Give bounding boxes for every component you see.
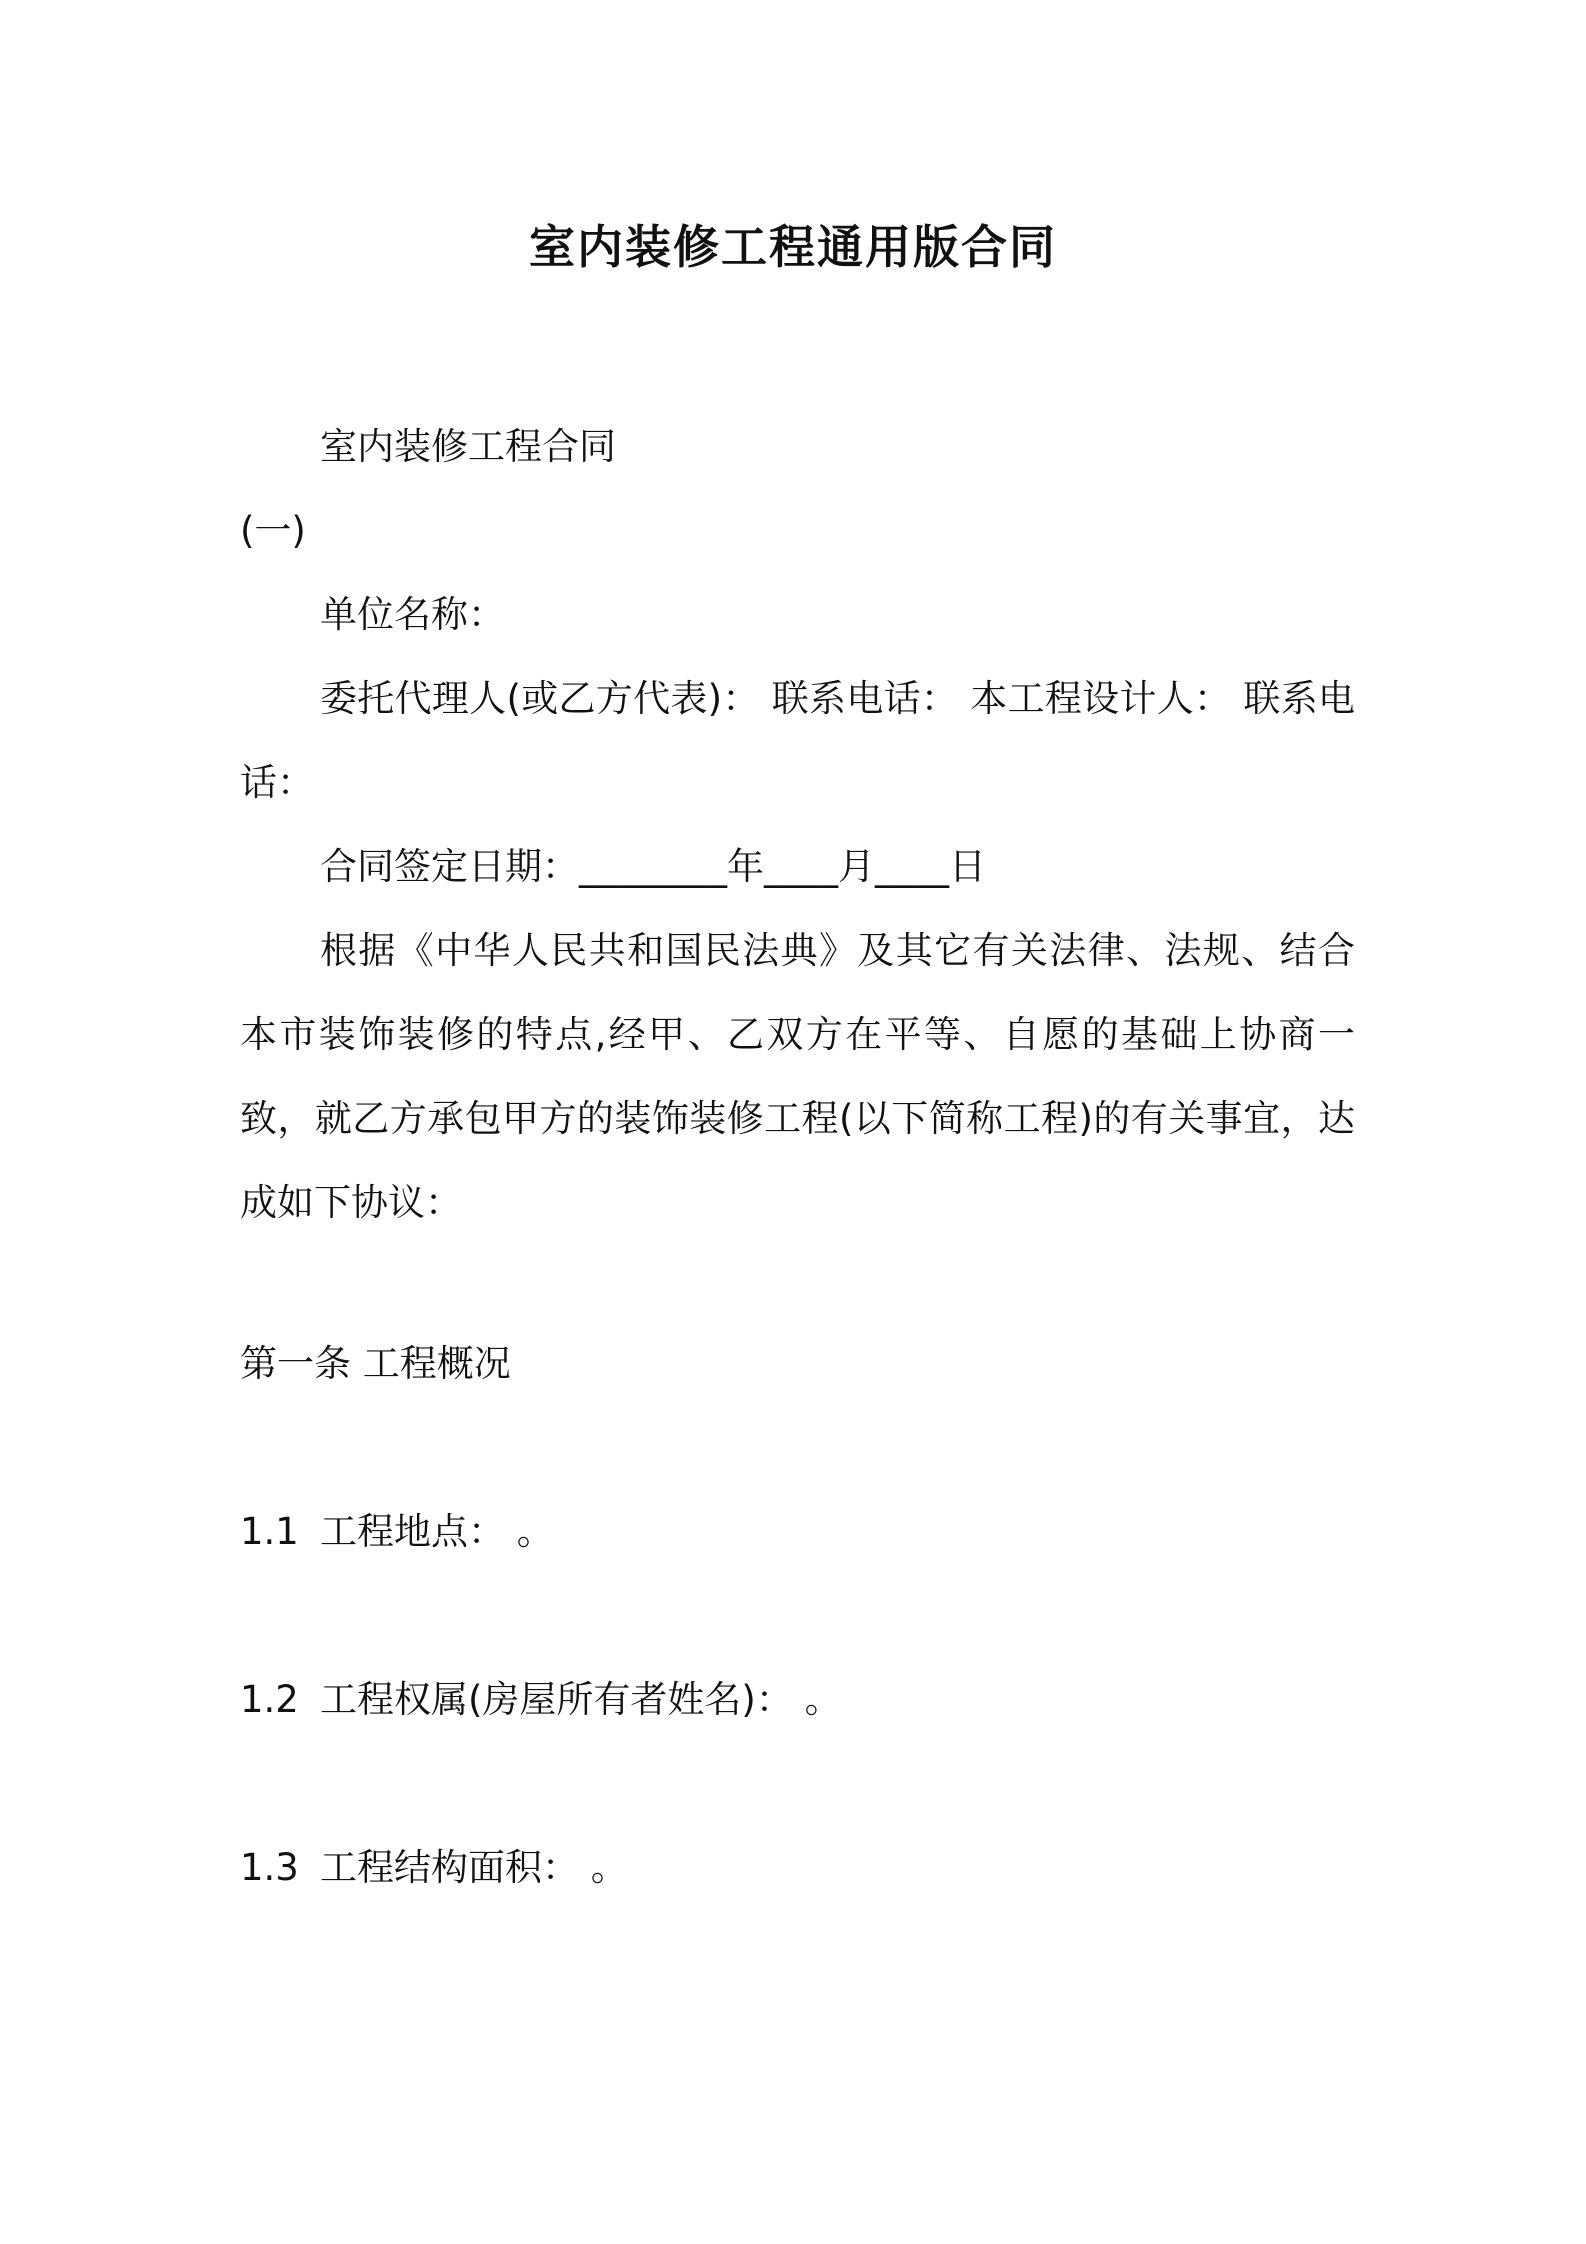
agent-contact-line: 委托代理人(或乙方代表)： 联系电话： 本工程设计人： 联系电话：: [240, 677, 1355, 804]
unit-name-line: 单位名称：: [320, 593, 505, 636]
sign-date-line: 合同签定日期：________年____月____日: [320, 845, 986, 888]
article-1-heading: 第一条 工程概况: [240, 1342, 511, 1385]
item-number: 1.2: [240, 1678, 299, 1721]
item-number: 1.3: [240, 1846, 299, 1889]
article-item: [240, 1658, 842, 1742]
item-number: 1.1: [240, 1510, 299, 1553]
contract-subtitle: 室内装修工程合同: [320, 425, 616, 468]
article-item: [240, 1490, 554, 1574]
item-text: 工程结构面积： 。: [320, 1846, 628, 1889]
preamble-paragraph: 根据《中华人民共和国民法典》及其它有关法律、法规、结合本市装饰装修的特点,经甲、乙双方在平等、自愿的基础上协商一致，就乙方承包甲方的装饰装修工程(以下简称工程)的有关事宜，达成如下协议：: [240, 929, 1355, 1224]
item-text: 工程权属(房屋所有者姓名)： 。: [320, 1678, 842, 1721]
party-marker: (一): [240, 509, 306, 552]
item-text: 工程地点： 。: [320, 1510, 554, 1553]
article-item: [240, 1826, 628, 1910]
contract-intro: [240, 405, 1355, 1245]
document-title: 室内装修工程通用版合同: [529, 220, 1057, 274]
